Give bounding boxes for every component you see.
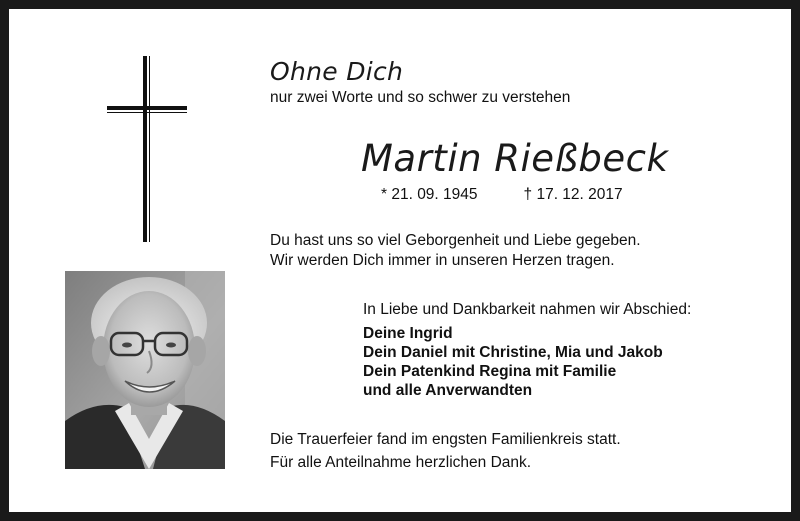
list-item: Dein Daniel mit Christine, Mia und Jakob [363, 344, 663, 361]
list-item: Deine Ingrid [363, 325, 453, 342]
farewell-intro: In Liebe und Dankbarkeit nahmen wir Abschied: [363, 301, 692, 318]
memorial-message [270, 231, 641, 271]
portrait-photo [65, 271, 225, 469]
message-line: Du hast uns so viel Geborgenheit und Liebe gegeben. [270, 232, 641, 249]
message-line: Wir werden Dich immer in unseren Herzen tragen. [270, 252, 615, 269]
cross-icon [107, 56, 187, 242]
life-dates [381, 185, 623, 205]
greeting: Ohne Dich [270, 57, 404, 86]
mourners-list [363, 324, 663, 400]
closing-line: Für alle Anteilnahme herzlichen Dank. [270, 454, 532, 471]
list-item: und alle Anverwandten [363, 382, 533, 399]
list-item: Dein Patenkind Regina mit Familie [363, 363, 617, 380]
closing-remarks [270, 428, 621, 474]
birth-date: * 21. 09. 1945 [381, 186, 478, 203]
death-date: † 17. 12. 2017 [523, 186, 623, 203]
deceased-name: Martin Rießbeck [361, 137, 669, 180]
greeting-subline: nur zwei Worte und so schwer zu verstehen [270, 89, 571, 106]
closing-line: Die Trauerfeier fand im engsten Familienkreis statt. [270, 431, 621, 448]
